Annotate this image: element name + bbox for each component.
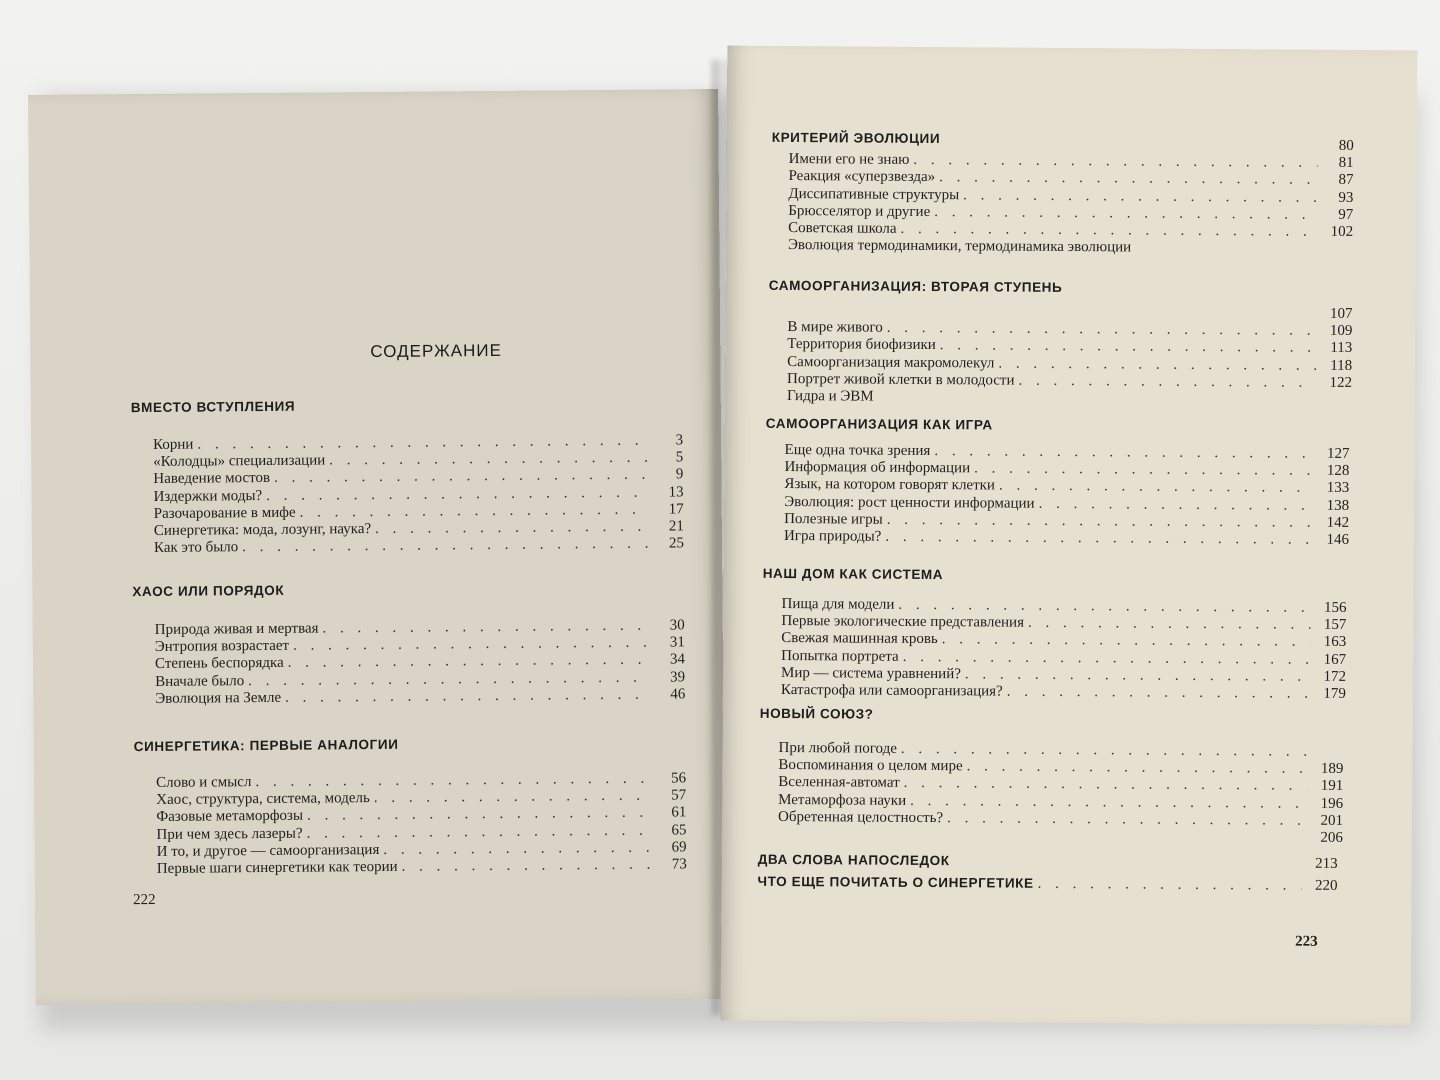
entry-page: 39 <box>670 668 686 686</box>
entry-page: 189 <box>1320 760 1344 778</box>
entry-page: 163 <box>1323 634 1347 651</box>
toc-entry <box>781 682 1346 703</box>
leader-dots <box>963 758 1308 777</box>
entry-page: 46 <box>670 686 686 703</box>
entry-page: 5 <box>675 449 684 466</box>
entry-title: Портрет живой клетки в молодости <box>787 370 1015 389</box>
entry-page: 97 <box>1338 206 1354 223</box>
entry-page: 87 <box>1338 172 1354 189</box>
section-entries <box>778 740 1344 847</box>
section-entries <box>156 770 687 878</box>
section-heading: ХАОС ИЛИ ПОРЯДОК <box>132 582 285 600</box>
left-page <box>28 89 726 1005</box>
entry-title: Разочарование в мифе <box>153 504 296 522</box>
entry-page: 109 <box>1329 323 1353 340</box>
entry-page: 146 <box>1326 531 1350 548</box>
toc-title: СОДЕРЖАНИЕ <box>370 340 502 362</box>
toc-entry <box>758 874 1338 895</box>
entry-page: 122 <box>1329 374 1353 391</box>
entry-title: Имени его не знаю <box>788 151 910 169</box>
section-heading: СИНЕРГЕТИКА: ПЕРВЫЕ АНАЛОГИИ <box>133 736 399 755</box>
entry-title: Корни <box>153 436 194 453</box>
entry-title: Энтропия возрастает <box>154 637 290 656</box>
entry-title: Еще одна точка зрения <box>784 442 931 460</box>
entry-page: 65 <box>671 821 687 839</box>
section-entries <box>788 134 1354 258</box>
page-number: 222 <box>133 891 156 909</box>
entry-title: Эволюция термодинамики, термодинамика эволюции <box>787 237 1132 256</box>
entry-title: Первые экологические представления <box>781 613 1025 631</box>
entry-title: При чем здесь лазеры? <box>156 825 303 843</box>
entry-title: Пища для модели <box>781 595 895 613</box>
leader-dots <box>370 788 651 807</box>
entry-title: Игра природы? <box>783 527 882 545</box>
entry-page: 201 <box>1320 812 1344 829</box>
entry-page: 34 <box>669 651 686 668</box>
entry-page: 30 <box>669 617 685 634</box>
leader-dots <box>970 460 1313 479</box>
entry-page: 81 <box>1338 155 1354 172</box>
entry-title: Природа живая и мертвая <box>154 620 319 638</box>
section-entries <box>155 617 686 708</box>
section-heading: НОВЫЙ СОЮЗ? <box>759 705 874 722</box>
entry-title: Воспоминания о целом мире <box>778 757 963 775</box>
entry-page: 93 <box>1338 189 1354 206</box>
entry-page: 172 <box>1323 668 1347 685</box>
entry-page: 31 <box>669 634 685 651</box>
leader-dots <box>281 686 649 706</box>
entry-page: 69 <box>671 839 687 856</box>
entry-title: Эволюция на Земле <box>155 689 282 707</box>
section-heading: ЧТО ЕЩЕ ПОЧИТАТЬ О СИНЕРГЕТИКЕ <box>757 873 1034 891</box>
entry-title: Наведение мостов <box>153 470 271 488</box>
section-entries <box>784 442 1350 549</box>
entry-title: Эволюция: рост ценности информации <box>784 493 1035 512</box>
entry-page: 21 <box>668 518 684 535</box>
leader-dots <box>238 536 648 557</box>
toc-entry <box>155 686 685 708</box>
entry-title: Обретенная целостность? <box>777 808 944 826</box>
entry-title: Самоорганизация макромолекул <box>787 353 995 372</box>
leader-dots <box>1034 876 1302 895</box>
entry-title: Издержки моды? <box>153 487 263 505</box>
entry-page: 107 <box>1329 305 1353 322</box>
entry-page: 25 <box>668 535 685 552</box>
section-heading: САМООРГАНИЗАЦИЯ КАК ИГРА <box>765 415 993 433</box>
entry-page: 127 <box>1327 445 1350 462</box>
leader-dots <box>881 529 1313 549</box>
entry-title: Метаморфоза науки <box>778 791 907 809</box>
section-entries <box>153 432 684 557</box>
entry-page: 9 <box>675 466 684 483</box>
entry-page: 56 <box>670 770 687 787</box>
section-entries <box>781 596 1347 703</box>
entry-page: 57 <box>671 787 687 804</box>
entry-title: Свежая машинная кровь <box>781 630 938 648</box>
right-page <box>721 46 1418 1026</box>
section-heading: КРИТЕРИЙ ЭВОЛЮЦИИ <box>771 129 941 147</box>
leader-dots <box>398 857 651 876</box>
entry-title: Слово и смысл <box>155 774 252 791</box>
entry-title: Реакция «суперзвезда» <box>788 168 936 186</box>
entry-title: Диссипативные структуры <box>788 185 960 203</box>
entry-page: 206 <box>1320 829 1343 846</box>
leader-dots <box>1014 372 1316 391</box>
entry-page: 133 <box>1326 480 1350 497</box>
entry-page: 118 <box>1330 357 1353 374</box>
toc-entry <box>154 535 684 557</box>
entry-page: 179 <box>1323 685 1346 702</box>
entry-page: 61 <box>671 804 687 821</box>
entry-title: Хаос, структура, система, модель <box>156 790 370 809</box>
entry-page: 138 <box>1326 497 1350 514</box>
section-heading: ВМЕСТО ВСТУПЛЕНИЯ <box>130 398 296 416</box>
entry-page: 167 <box>1323 651 1347 668</box>
entry-title: Вначале было <box>155 672 245 690</box>
entry-title: Гидра и ЭВМ <box>786 387 874 405</box>
entry-title: Как это было <box>153 539 239 557</box>
entry-page: 156 <box>1323 599 1347 616</box>
toc-entry <box>784 528 1349 549</box>
entry-title: Мир — система уравнений? <box>780 664 961 682</box>
entry-page: 196 <box>1320 795 1344 812</box>
entry-title: В мире живого <box>787 319 883 336</box>
page-number: 223 <box>1295 933 1318 950</box>
toc-entry <box>157 856 687 878</box>
entry-title: Попытка портрета <box>781 647 899 665</box>
entry-title: Степень беспорядка <box>154 655 284 673</box>
leader-dots <box>943 810 1307 830</box>
leader-dots <box>371 519 648 538</box>
entry-page: 13 <box>668 483 684 501</box>
entry-page: 191 <box>1320 778 1344 795</box>
entry-page: 213 <box>1315 855 1338 872</box>
entry-page: 157 <box>1323 616 1347 634</box>
section-entries <box>787 302 1353 409</box>
section-heading: НАШ ДОМ КАК СИСТЕМА <box>762 565 944 583</box>
entry-title: Советская школа <box>788 219 897 237</box>
leader-dots <box>995 478 1313 497</box>
leader-dots <box>1035 495 1314 514</box>
entry-title: При любой погоде <box>778 739 897 757</box>
entry-title: Вселенная-автомат <box>778 774 900 792</box>
leader-dots <box>379 839 650 858</box>
entry-page: 113 <box>1330 340 1353 357</box>
entry-page: 3 <box>675 432 684 449</box>
entry-page: 80 <box>1338 137 1354 154</box>
entry-title: Территория биофизики <box>787 336 936 354</box>
entry-page: 142 <box>1326 514 1350 531</box>
leader-dots <box>1003 683 1310 702</box>
entry-title: Брюсселятор и другие <box>788 202 931 220</box>
entry-title: Катастрофа или самоорганизация? <box>780 681 1003 700</box>
entry-page: 220 <box>1315 877 1338 894</box>
entry-title: Синергетика: мода, лозунг, наука? <box>153 520 372 539</box>
entry-page: 17 <box>668 501 684 518</box>
entry-title: И то, и другое — самоорганизация <box>156 841 380 860</box>
entry-title: Язык, на котором говорят клетки <box>784 476 996 494</box>
section-heading: САМООРГАНИЗАЦИЯ: ВТОРАЯ СТУПЕНЬ <box>768 277 1063 295</box>
entry-page: 73 <box>671 856 687 873</box>
entry-page: 102 <box>1330 223 1354 240</box>
entry-title: Фазовые метаморфозы <box>156 808 304 826</box>
entry-page: 128 <box>1326 462 1350 480</box>
section-heading: ДВА СЛОВА НАПОСЛЕДОК <box>757 851 950 869</box>
leader-dots <box>994 355 1316 374</box>
entry-title: Полезные игры <box>784 510 883 528</box>
leader-dots <box>1024 615 1311 634</box>
entry-title: «Колодцы» специализации <box>153 452 326 471</box>
leader-dots <box>961 666 1310 685</box>
entry-title: Первые шаги синергетики как теории <box>156 858 398 877</box>
toc-entry <box>758 852 1338 873</box>
entry-title: Информация об информации <box>784 459 971 477</box>
